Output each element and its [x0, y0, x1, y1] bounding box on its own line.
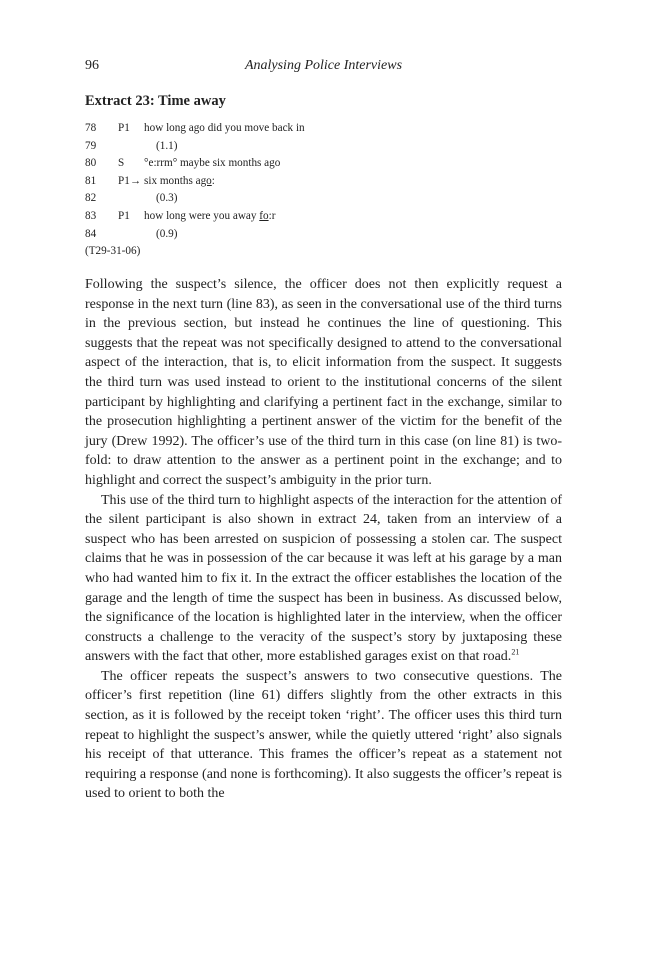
- transcript: [85, 120, 562, 261]
- paragraph: The officer repeats the suspect’s answers to two consecutive questions. The officer’s first repetition (line 61) differs slightly from the other extracts in this section, as it is followed by the receipt token ‘right’. The officer uses this third turn repeat to highlight the suspect’s answer, while the quietly uttered ‘right’ also signals his receipt of that utterance. This frames the officer’s repeat as a statement not requiring a response (and none is forthcoming). It also suggests the officer’s repeat is used to orient to both the: [85, 668, 562, 802]
- paragraph: Following the suspect’s silence, the officer does not then explicitly request a response in the next turn (line 83), as seen in the conversational use of the third turns in the previous section, but instead he continues the line of questioning. This suggests that the repeat was not specifically designed to attend to the conversational aspect of the interaction, that is, to elicit information from the suspect. It suggests the third turn was used instead to orient to the institutional concerns of the silent participant by highlighting and clarifying a pertinent fact in the exchange, similar to the prosecution highlighting a pertinent answer of the victim for the benefit of the jury (Drew 1992). The officer’s use of the third turn in this case (on line 81) is two-fold: to draw attention to the answer as a pertinent point in the exchange; and to highlight and correct the suspect’s ambiguity in the prior turn.: [85, 277, 562, 488]
- line-number: 80: [85, 157, 97, 170]
- extract-title: Extract 23: Time away: [85, 93, 226, 109]
- utterance: °e:rrm° maybe six months ago: [144, 157, 281, 170]
- page-number: 96: [85, 58, 99, 73]
- paragraph: This use of the third turn to highlight aspects of the interaction for the attention of the silent participant is also shown in extract 24, taken from an interview of a suspect who has been arrested on suspicion of possessing a stolen car. The suspect claims that he was in possession of the car because it was left at his garage by a man who had wanted him to fix it. In the extract the officer establishes the location of the garage and the length of time the suspect has been in business. As discussed below, the significance of the location is highlighted later in the interview, when the officer constructs a challenge to the veracity of the suspect’s story by juxtaposing these answers with the fact that other, more established garages exist on that road.$^{21}$: [85, 492, 562, 665]
- body-text: [85, 275, 562, 804]
- speaker: S: [118, 157, 125, 170]
- utterance: how long were you away fo:r: [144, 209, 276, 222]
- pause: (0.3): [156, 192, 178, 205]
- transcript-line: [85, 208, 562, 226]
- line-number: 81: [85, 174, 97, 187]
- pause: (1.1): [156, 139, 178, 152]
- speaker: P1→: [118, 174, 142, 187]
- line-number: 84: [85, 227, 97, 240]
- transcript-line: [85, 120, 562, 138]
- pause: (0.9): [156, 227, 178, 240]
- transcript-line: [85, 190, 562, 208]
- footnote-marker: 21: [511, 647, 520, 657]
- transcript-line: [85, 155, 562, 173]
- line-number: 82: [85, 192, 97, 205]
- transcript-line: [85, 226, 562, 244]
- utterance: how long ago did you move back in: [144, 122, 305, 134]
- running-title: Analysing Police Interviews: [244, 58, 403, 73]
- utterance: six months ago:: [144, 174, 215, 187]
- speaker: P1: [118, 209, 130, 222]
- running-header: [85, 58, 562, 78]
- transcript-line: [85, 138, 562, 156]
- line-number: 78: [85, 122, 97, 134]
- transcript-reference: (T29-31-06): [85, 245, 141, 258]
- speaker: P1: [118, 122, 130, 134]
- line-number: 83: [85, 209, 97, 222]
- transcript-line: [85, 173, 562, 191]
- line-number: 79: [85, 139, 97, 152]
